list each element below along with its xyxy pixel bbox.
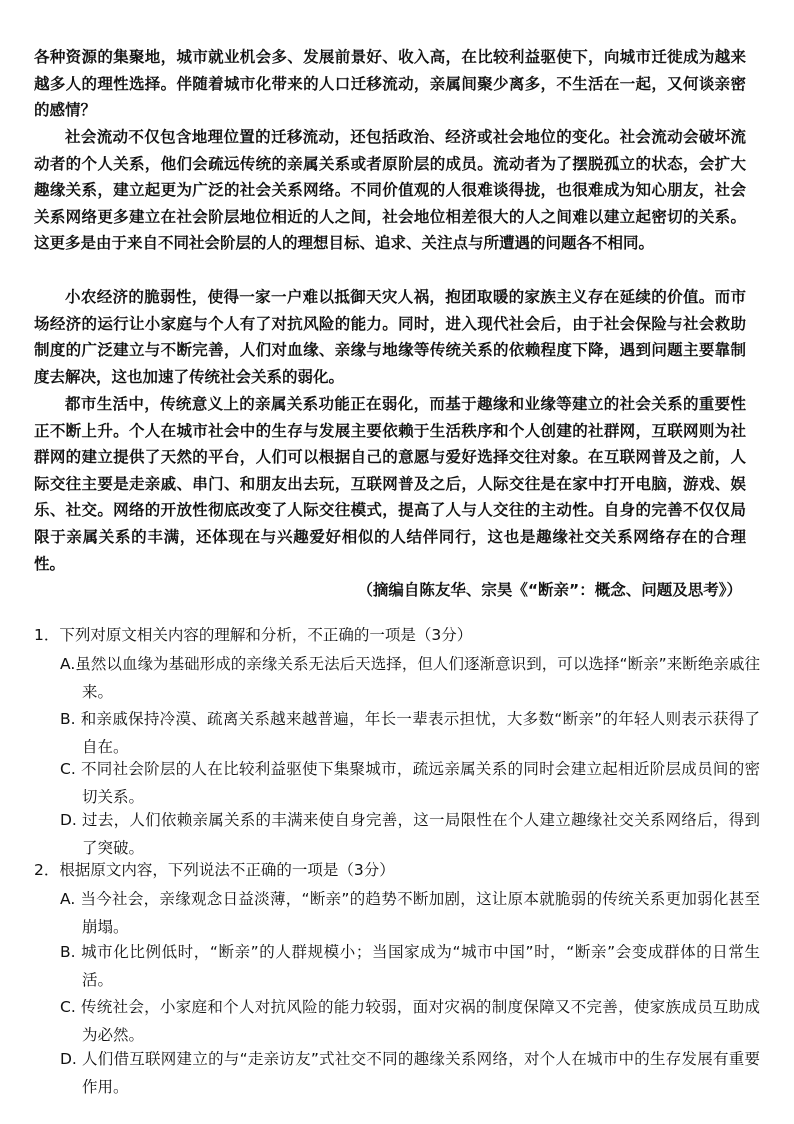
passage-paragraph-3: 小农经济的脆弱性，使得一家一户难以抵御天灾人祸，抱团取暖的家族主义存在延续的价值。而市场经济的运行让小家庭与个人有了对抗风险的能力。同时，进入现代社会后，由于社会保险与社会救助制度的广泛建立与不断完善，人们对血缘、亲缘与地缘等传统关系的依赖程度下降，遇到问题主要靠制度去解决，这也加速了传统社会关系的弱化。 bbox=[34, 288, 746, 386]
question-1-option-b[interactable]: B. 和亲戚保持冷漠、疏离关系越来越普遍，年长一辈表示担忧，大多数“断亲”的年轻人则表示获得了自在。 bbox=[60, 710, 760, 756]
question-1-option-d[interactable]: D. 过去，人们依赖亲属关系的丰满来使自身完善，这一局限性在个人建立趣缘社交关系网络后，得到了突破。 bbox=[60, 811, 760, 857]
passage-paragraph-2: 社会流动不仅包含地理位置的迁移流动，还包括政治、经济或社会地位的变化。社会流动会破坏流动者的个人关系，他们会疏远传统的亲属关系或者原阶层的成员。流动者为了摆脱孤立的状态，会扩大趣缘关系，建立起更为广泛的社会关系网络。不同价值观的人很难谈得拢，也很难成为知心朋友，社会关系网络更多建立在社会阶层地位相近的人之间，社会地位相差很大的人之间难以建立起密切的关系。这更多是由于来自不同社会阶层的人的理想目标、追求、关注点与所遭遇的问题各不相同。 bbox=[34, 128, 746, 253]
question-2-stem: 2．根据原文内容，下列说法不正确的一项是（3分） bbox=[34, 861, 395, 879]
passage-citation: （摘编自陈友华、宗昊《“断亲”：概念、问题及思考》） bbox=[357, 581, 742, 599]
question-1-stem: 1．下列对原文相关内容的理解和分析，不正确的一项是（3分） bbox=[34, 626, 473, 644]
question-2-option-d[interactable]: D. 人们借互联网建立的与“走亲访友”式社交不同的趣缘关系网络，对个人在城市中的生存发展有重要作用。 bbox=[60, 1050, 760, 1096]
question-1-option-a[interactable]: A.虽然以血缘为基础形成的亲缘关系无法后天选择，但人们逐渐意识到，可以选择“断亲”来断绝亲戚往来。 bbox=[60, 655, 760, 701]
question-2-option-b[interactable]: B. 城市化比例低时，“断亲”的人群规模小；当国家成为“城市中国”时，“断亲”会变成群体的日常生活。 bbox=[60, 943, 760, 989]
question-2-option-c[interactable]: C. 传统社会，小家庭和个人对抗风险的能力较弱，面对灾祸的制度保障又不完善，使家族成员互助成为必然。 bbox=[60, 998, 760, 1044]
passage-paragraph-1: 各种资源的集聚地，城市就业机会多、发展前景好、收入高，在比较利益驱使下，向城市迁徙成为越来越多人的理性选择。伴随着城市化带来的人口迁移流动，亲属间聚少离多，不生活在一起，又何谈亲密的感情？ bbox=[34, 48, 746, 120]
question-1-option-c[interactable]: C. 不同社会阶层的人在比较利益驱使下集聚城市，疏远亲属关系的同时会建立起相近阶层成员间的密切关系。 bbox=[60, 760, 760, 806]
passage-paragraph-4: 都市生活中，传统意义上的亲属关系功能正在弱化，而基于趣缘和业缘等建立的社会关系的重要性正不断上升。个人在城市社会中的生存与发展主要依赖于生活秩序和个人创建的社群网，互联网则为社群网的建立提供了天然的平台，人们可以根据自己的意愿与爱好选择交往对象。在互联网普及之前，人际交往主要是走亲戚、串门、和朋友出去玩，互联网普及之后，人际交往是在家中打开电脑，游戏、娱乐、社交。网络的开放性彻底改变了人际交往模式，提高了人与人交往的主动性。自身的完善不仅仅局限于亲属关系的丰满，还体现在与兴趣爱好相似的人结伴同行，这也是趣缘社交关系网络存在的合理性。 bbox=[34, 395, 746, 573]
question-2-option-a[interactable]: A. 当今社会，亲缘观念日益淡薄，“断亲”的趋势不断加剧，这让原本就脆弱的传统关系更加弱化甚至崩塌。 bbox=[60, 890, 760, 936]
